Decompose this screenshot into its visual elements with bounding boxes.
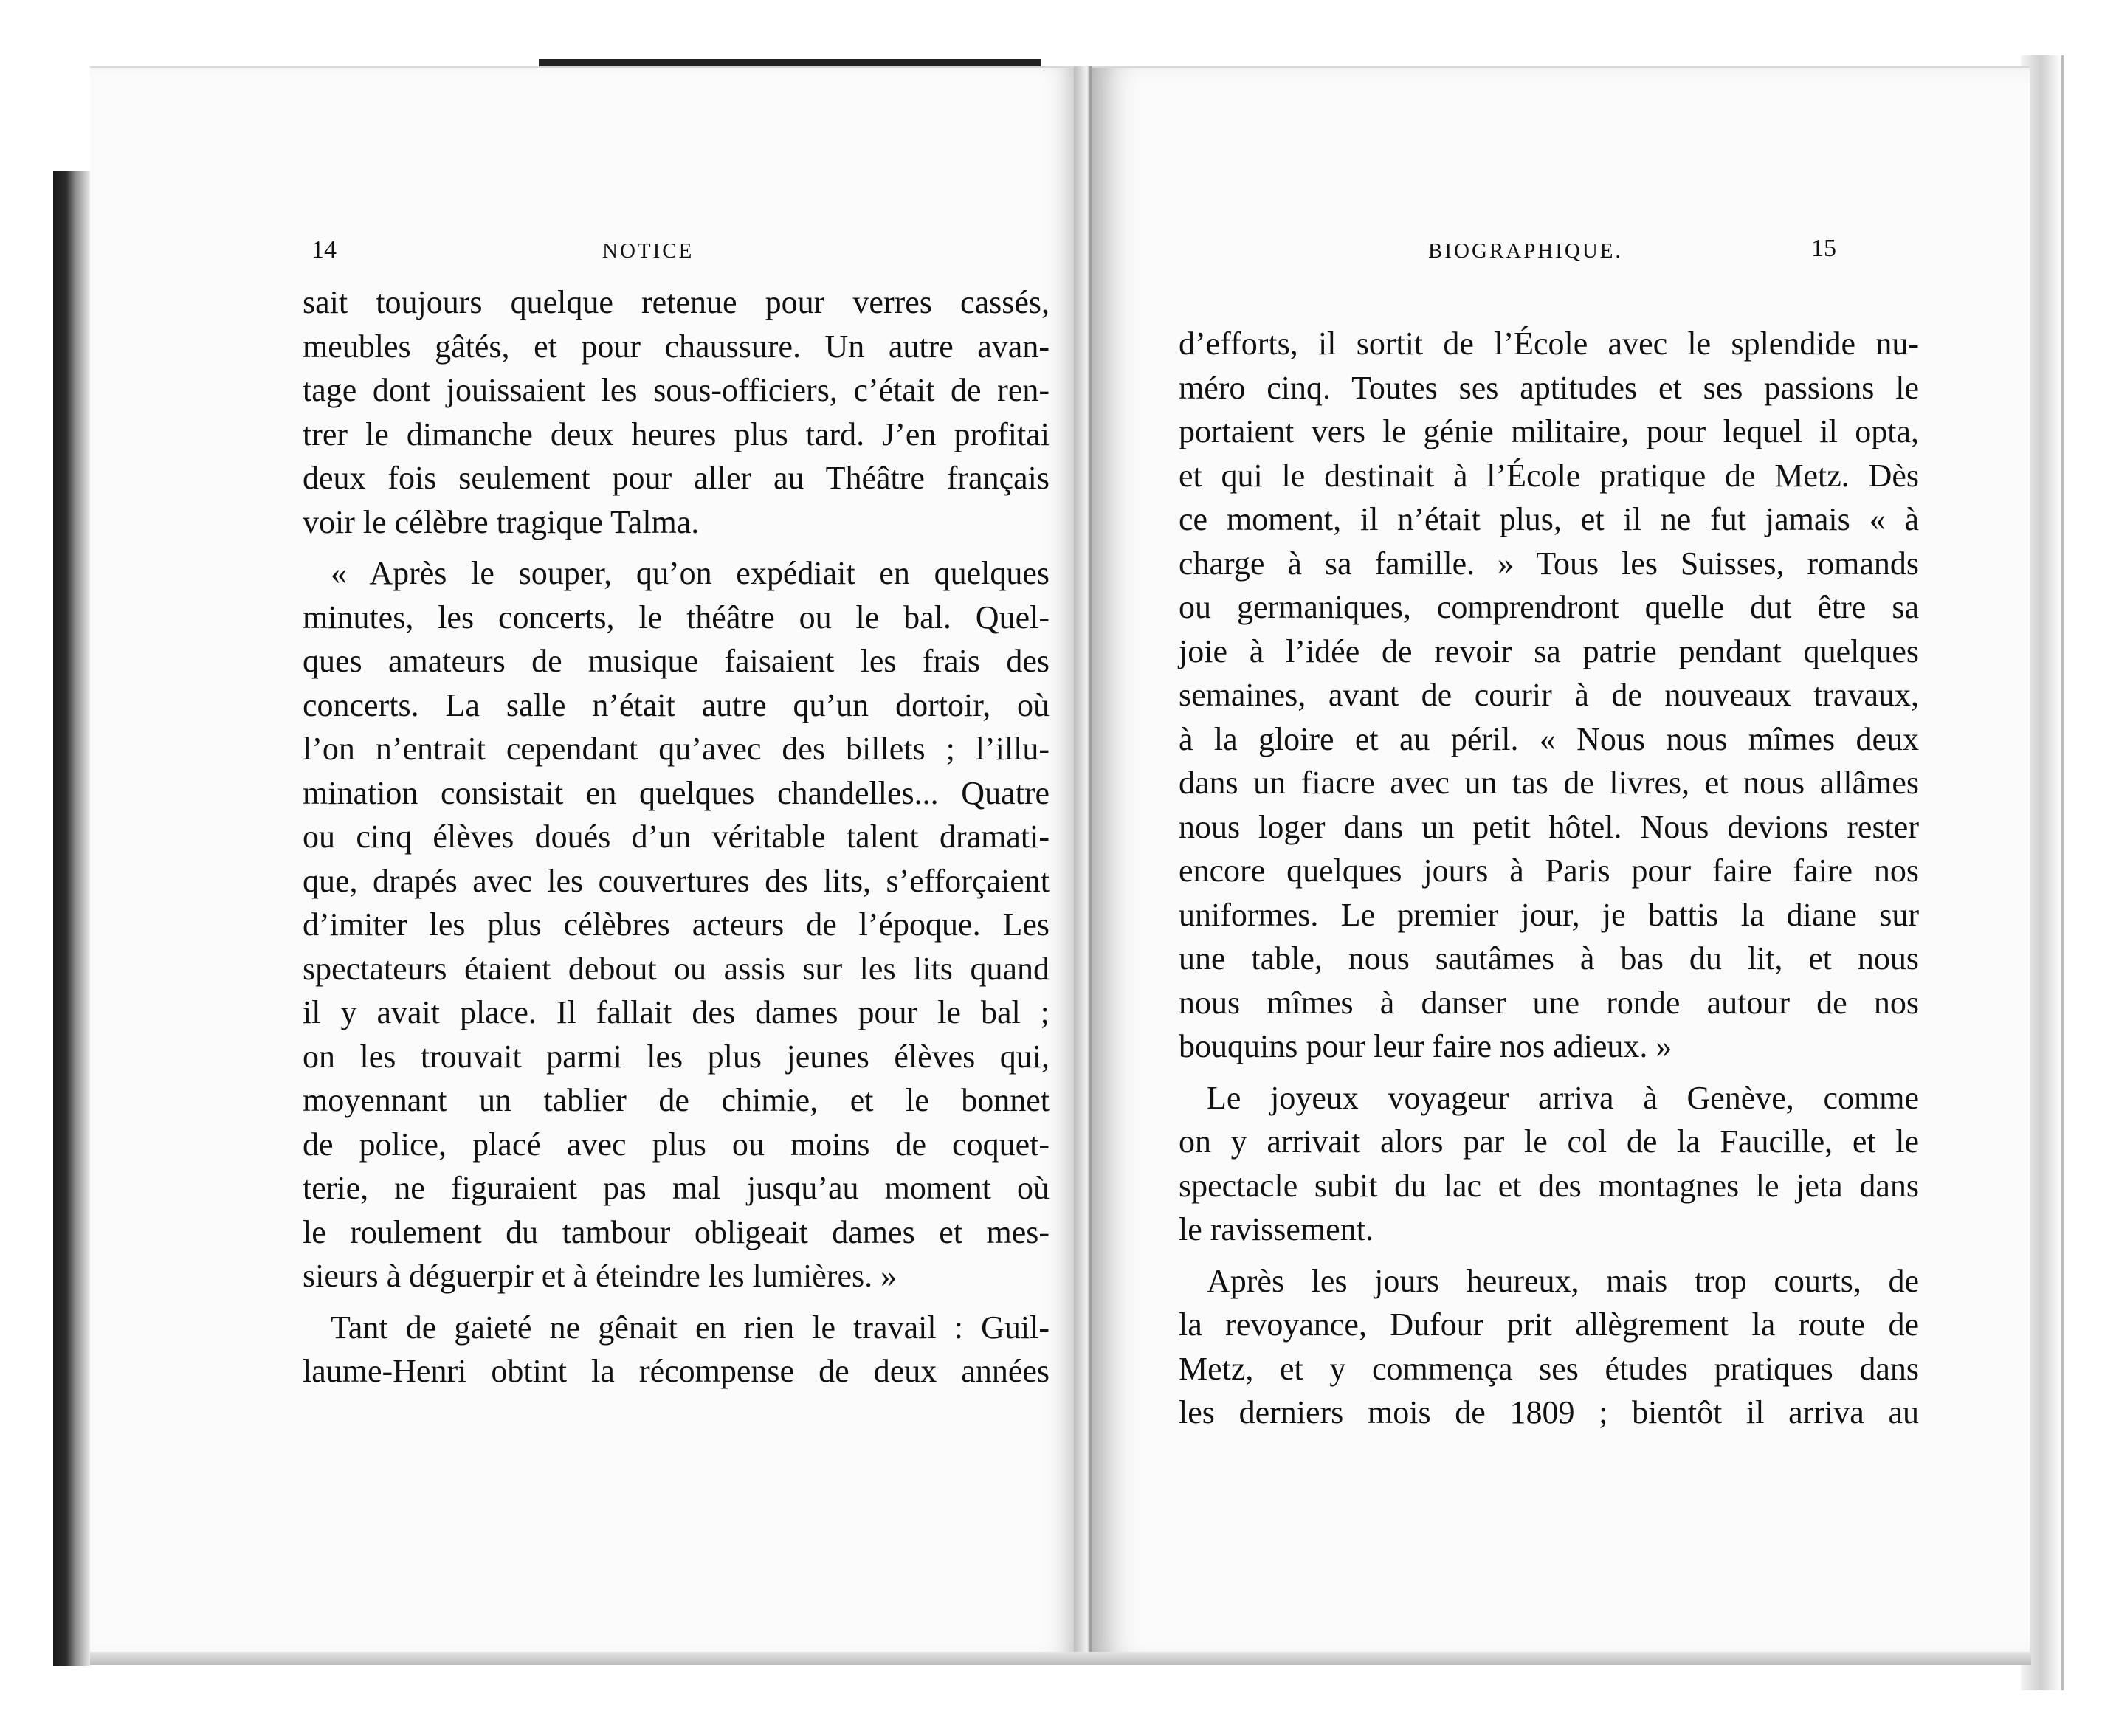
- text-line: le ravissement.: [1179, 1211, 1374, 1247]
- right-page: [1092, 66, 2030, 1655]
- right-text-block: [1179, 322, 1919, 1435]
- text-line: la revoyance, Dufour prit allègrement la route de: [1179, 1306, 1919, 1343]
- text-line: encore quelques jours à Paris pour faire faire nos: [1179, 852, 1919, 889]
- text-line: deux fois seulement pour aller au Théâtre français: [303, 460, 1050, 496]
- text-line: spectacle subit du lac et des montagnes le jeta dans: [1179, 1167, 1919, 1204]
- left-running-head: NOTICE: [602, 239, 695, 263]
- text-line: Le joyeux voyageur arriva à Genève, comme: [1207, 1079, 1919, 1116]
- text-line: ou cinq élèves doués d’un véritable talent dramati-: [303, 819, 1050, 855]
- text-line: et qui le destinait à l’École pratique de Metz. Dès: [1179, 457, 1919, 494]
- right-paragraph-3: [1179, 1259, 1919, 1435]
- text-line: terie, ne figuraient pas mal jusqu’au moment où: [303, 1170, 1050, 1206]
- text-line: tage dont jouissaient les sous-officiers, c’était de ren-: [303, 372, 1050, 408]
- right-running-head: BIOGRAPHIQUE.: [1428, 239, 1623, 263]
- book-cover-left-edge: [53, 171, 90, 1666]
- text-line: minutes, les concerts, le théâtre ou le bal. Quel-: [303, 599, 1050, 636]
- left-text-block: [303, 280, 1050, 1394]
- text-line: l’on n’entrait cependant qu’avec des billets ; l’illu-: [303, 731, 1050, 767]
- text-line: nous mîmes à danser une ronde autour de nos: [1179, 984, 1919, 1021]
- left-paragraph-1: [303, 280, 1050, 544]
- text-line: une table, nous sautâmes à bas du lit, et nous: [1179, 940, 1919, 976]
- text-line: mination consistait en quelques chandelles... Quatre: [303, 774, 1050, 811]
- text-line: voir le célèbre tragique Talma.: [303, 503, 700, 540]
- text-line: portaient vers le génie militaire, pour lequel il opta,: [1179, 413, 1919, 450]
- text-line: laume-Henri obtint la récompense de deux années: [303, 1353, 1050, 1389]
- left-paragraph-2: [303, 551, 1050, 1298]
- text-line: sieurs à déguerpir et à éteindre les lumières. »: [303, 1258, 897, 1294]
- text-line: les derniers mois de 1809 ; bientôt il arriva au: [1179, 1394, 1919, 1430]
- left-paragraph-3: [303, 1306, 1050, 1394]
- text-line: ce moment, il n’était plus, et il ne fut jamais « à: [1179, 501, 1919, 537]
- text-line: trer le dimanche deux heures plus tard. J’en profitai: [303, 416, 1050, 452]
- text-line: concerts. La salle n’était autre qu’un dortoir, où: [303, 686, 1050, 723]
- text-line: on les trouvait parmi les plus jeunes élèves qui,: [303, 1038, 1050, 1075]
- text-line: Tant de gaieté ne gênait en rien le travail : Guil-: [331, 1309, 1050, 1346]
- text-line: charge à sa famille. » Tous les Suisses, romands: [1179, 545, 1919, 582]
- text-line: il y avait place. Il fallait des dames pour le bal ;: [303, 994, 1050, 1030]
- right-paragraph-2: [1179, 1076, 1919, 1252]
- text-line: à la gloire et au péril. « Nous nous mîmes deux: [1179, 720, 1919, 757]
- book-bottom-edge: [90, 1652, 2031, 1665]
- right-paragraph-1: [1179, 322, 1919, 1069]
- right-page-number: 15: [1811, 235, 1836, 262]
- text-line: d’imiter les plus célèbres acteurs de l’époque. Les: [303, 906, 1050, 943]
- text-line: joie à l’idée de revoir sa patrie pendant quelques: [1179, 633, 1919, 669]
- text-line: meubles gâtés, et pour chaussure. Un autre avan-: [303, 328, 1050, 365]
- text-line: spectateurs étaient debout ou assis sur les lits quand: [303, 950, 1050, 987]
- text-line: semaines, avant de courir à de nouveaux travaux,: [1179, 677, 1919, 713]
- text-line: ques amateurs de musique faisaient les frais des: [303, 643, 1050, 679]
- text-line: sait toujours quelque retenue pour verres cassés,: [303, 284, 1050, 320]
- text-line: Metz, et y commença ses études pratiques dans: [1179, 1350, 1919, 1387]
- text-line: Après les jours heureux, mais trop courts, de: [1207, 1262, 1919, 1299]
- text-line: nous loger dans un petit hôtel. Nous devions rester: [1179, 808, 1919, 845]
- text-line: bouquins pour leur faire nos adieux. »: [1179, 1028, 1672, 1064]
- text-line: uniformes. Le premier jour, je battis la diane sur: [1179, 896, 1919, 933]
- text-line: méro cinq. Toutes ses aptitudes et ses passions le: [1179, 369, 1919, 406]
- text-line: d’efforts, il sortit de l’École avec le splendide nu-: [1179, 326, 1919, 362]
- text-line: le roulement du tambour obligeait dames et mes-: [303, 1213, 1050, 1250]
- left-page: [90, 66, 1083, 1655]
- text-line: ou germaniques, comprendront quelle dut être sa: [1179, 589, 1919, 625]
- left-page-number: 14: [311, 236, 337, 264]
- text-line: moyennant un tablier de chimie, et le bonnet: [303, 1082, 1050, 1118]
- text-line: de police, placé avec plus ou moins de coquet-: [303, 1126, 1050, 1162]
- text-line: « Après le souper, qu’on expédiait en quelques: [331, 555, 1050, 591]
- text-line: dans un fiacre avec un tas de livres, et nous allâmes: [1179, 765, 1919, 801]
- text-line: on y arrivait alors par le col de la Faucille, et le: [1179, 1123, 1919, 1160]
- text-line: que, drapés avec les couvertures des lits, s’efforçaient: [303, 862, 1050, 899]
